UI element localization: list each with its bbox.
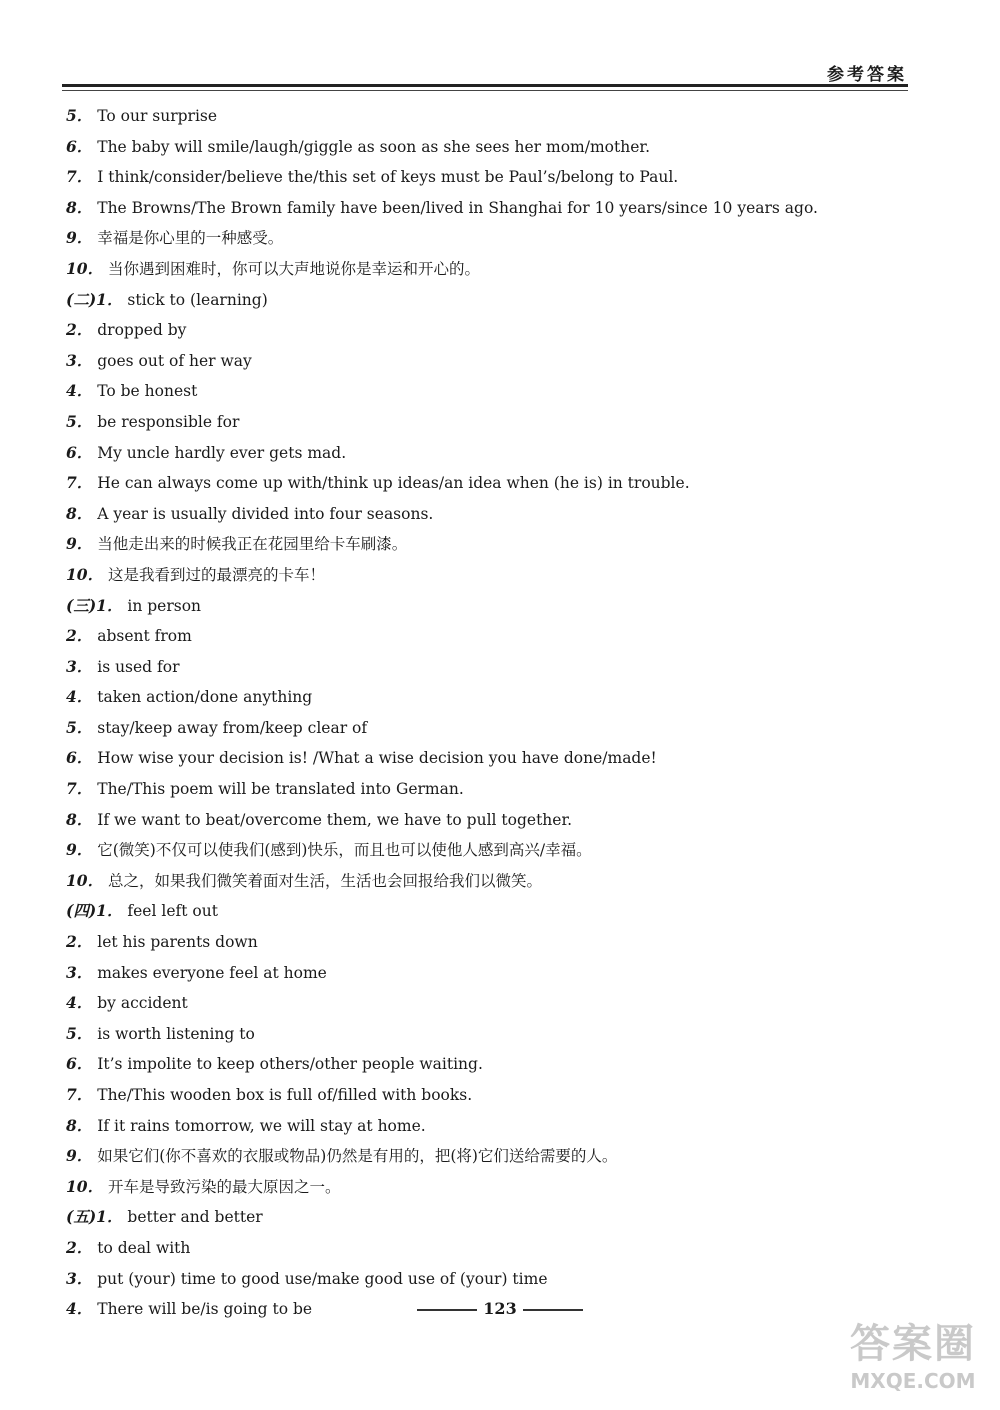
header-rule [62, 84, 908, 87]
answer-line: (二)1． stick to (learning) [66, 289, 268, 309]
answer-line: 2． dropped by [66, 320, 187, 340]
answer-line: 10． 开车是导致污染的最大原因之一。 [66, 1176, 341, 1196]
answer-line: 7． I think/consider/believe the/this set of keys must be Paul’s/belong to Paul. [66, 167, 679, 187]
answer-line: 4． taken action/done anything [66, 687, 313, 707]
answer-line: 3． is used for [66, 656, 180, 676]
answer-line: 6． My uncle hardly ever gets mad. [66, 442, 347, 462]
answer-line: 10． 这是我看到过的最漂亮的卡车！ [66, 564, 326, 584]
answer-line: 5． be responsible for [66, 411, 240, 431]
answer-line: 3． goes out of her way [66, 350, 252, 370]
answer-line: 4． by accident [66, 993, 188, 1013]
watermark-logo [838, 1312, 988, 1402]
answer-line: 9． 当他走出来的时候我正在花园里给卡车刷漆。 [66, 534, 408, 554]
header-rule-thin [62, 90, 908, 91]
answer-line: 6． The baby will smile/laugh/giggle as soon as she sees her mom/mother. [66, 136, 651, 156]
answer-line: (四)1． feel left out [66, 901, 218, 921]
answer-line: 7． He can always come up with/think up ideas/an idea when (he is) in trouble. [66, 473, 690, 493]
footer-ornament-left [417, 1309, 477, 1311]
watermark-text-bottom: MXQE.COM [850, 1369, 976, 1393]
answer-line: 9． 它(微笑)不仅可以使我们(感到)快乐，而且也可以使他人感到高兴/幸福。 [66, 840, 592, 860]
answer-line: 5． is worth listening to [66, 1023, 255, 1043]
answer-line: 2． absent from [66, 626, 192, 646]
answer-line: 4． To be honest [66, 381, 198, 401]
answer-line: 7． The/This poem will be translated into German. [66, 779, 464, 799]
answer-line: 3． put (your) time to good use/make good use of (your) time [66, 1268, 548, 1288]
answer-line: (三)1． in person [66, 595, 202, 615]
answer-list [66, 101, 926, 1325]
page-number: 123 [483, 1299, 517, 1318]
answer-line: 10． 总之，如果我们微笑着面对生活，生活也会回报给我们以微笑。 [66, 870, 543, 890]
footer-ornament-right [523, 1309, 583, 1311]
answer-line: 7． The/This wooden box is full of/filled with books. [66, 1085, 473, 1104]
answer-line: (五)1． better and better [66, 1207, 263, 1227]
watermark-text-top: 答案圈 [850, 1321, 976, 1367]
answer-line: 8． If we want to beat/overcome them, we have to pull together. [66, 809, 573, 829]
answer-line: 4． There will be/is going to be [66, 1299, 313, 1319]
answer-line: 6． It’s impolite to keep others/other people waiting. [66, 1054, 483, 1074]
answer-line: 6． How wise your decision is! /What a wise decision you have done/made! [66, 748, 657, 768]
answer-line: 8． The Browns/The Brown family have been/lived in Shanghai for 10 years/since 10 years ago. [66, 197, 818, 217]
answer-line: 8． If it rains tomorrow, we will stay at home. [66, 1115, 426, 1135]
answer-line: 9． 如果它们(你不喜欢的衣服或物品)仍然是有用的，把(将)它们送给需要的人。 [66, 1146, 618, 1166]
answer-line: 2． let his parents down [66, 932, 258, 952]
answer-line: 2． to deal with [66, 1237, 191, 1257]
answer-line: 9． 幸福是你心里的一种感受。 [66, 228, 284, 248]
answer-line: 3． makes everyone feel at home [66, 962, 327, 982]
answer-line: 8． A year is usually divided into four seasons. [66, 503, 434, 523]
page-header-title: 参考答案 [827, 65, 907, 85]
answer-line: 5． To our surprise [66, 106, 218, 125]
answer-line: 5． stay/keep away from/keep clear of [66, 717, 368, 737]
answer-line: 10． 当你遇到困难时，你可以大声地说你是幸运和开心的。 [66, 258, 481, 278]
